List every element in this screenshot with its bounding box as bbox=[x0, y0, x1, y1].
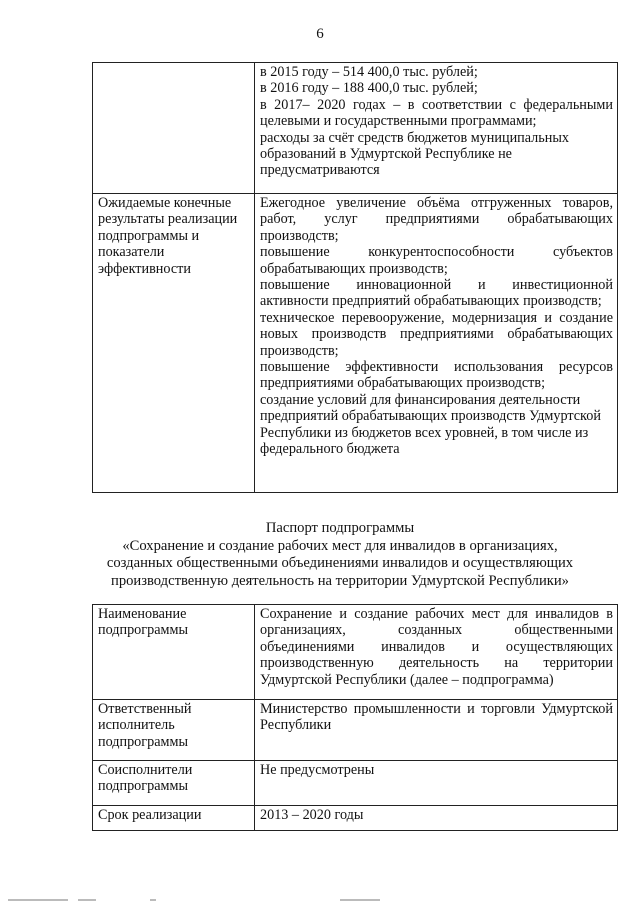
table-row-expected-results bbox=[93, 194, 618, 493]
row-value-coexecutors: Не предусмотрены bbox=[255, 761, 618, 806]
heading-line-3: созданных общественными объединениями инвалидов и осуществляющих bbox=[106, 555, 574, 571]
heading-line-2: «Сохранение и создание рабочих мест для инвалидов в организациях, bbox=[122, 537, 558, 554]
row-label-expected-results: Ожидаемые конечные результаты реализации подпрограммы и показатели эффективности bbox=[93, 194, 255, 493]
row-label-funding bbox=[93, 63, 255, 194]
subprogram-passport-table bbox=[92, 604, 618, 831]
row-label-responsible: Ответственный исполнитель подпрограммы bbox=[93, 700, 255, 761]
result-line-3: повышение инновационной и инвестиционной активности предприятий обрабатывающих производств; bbox=[260, 277, 613, 310]
table-row-coexecutors bbox=[93, 761, 618, 806]
result-line-2: повышение конкурентоспособности субъектов обрабатывающих производств; bbox=[260, 244, 613, 277]
row-value-expected-results bbox=[255, 194, 618, 493]
funding-line-2015: в 2015 году – 514 400,0 тыс. рублей; bbox=[260, 64, 478, 80]
page-number: 6 bbox=[316, 26, 324, 42]
heading-line-1: Паспорт подпрограммы bbox=[265, 520, 415, 536]
row-value-term: 2013 – 2020 годы bbox=[255, 806, 618, 831]
table-row-funding bbox=[93, 63, 618, 194]
row-label-term: Срок реализации bbox=[93, 806, 255, 831]
passport-table-continued bbox=[92, 62, 618, 493]
funding-line-2016: в 2016 году – 188 400,0 тыс. рублей; bbox=[260, 80, 478, 97]
result-line-6: создание условий для финансирования деятельности предприятий обрабатывающих производств Удмуртской Республики из бюджетов всех уровней, в том числе из федерального бюджета bbox=[260, 391, 601, 458]
table-row-name bbox=[93, 605, 618, 700]
subprogram-passport-heading bbox=[60, 520, 620, 590]
result-line-5: повышение эффективности использования ресурсов предприятиями обрабатывающих производств; bbox=[260, 359, 613, 392]
result-line-1: Ежегодное увеличение объёма отгруженных товаров, работ, услуг предприятиями обрабатывающих производств; bbox=[260, 195, 613, 244]
heading-line-4: производственную деятельность на территории Удмуртской Республики» bbox=[111, 572, 569, 589]
funding-line-municipal: расходы за счёт средств бюджетов муниципальных образований в Удмуртской Республике не предусматриваются bbox=[260, 129, 569, 179]
scan-footer-marks bbox=[0, 893, 640, 901]
table-row-term bbox=[93, 806, 618, 831]
row-label-name: Наименование подпрограммы bbox=[93, 605, 255, 700]
row-label-coexecutors: Соисполнители подпрограммы bbox=[93, 761, 255, 806]
row-value-funding bbox=[255, 63, 618, 194]
result-line-4: техническое перевооружение, модернизация и создание новых производств предприятиями обрабатывающих производств; bbox=[260, 309, 613, 359]
funding-line-2017-2020: в 2017– 2020 годах – в соответствии с федеральными целевыми и государственными программами; bbox=[260, 96, 613, 130]
row-value-name: Сохранение и создание рабочих мест для инвалидов в организациях, созданных общественными объединениями инвалидов и осуществляющих производственную деятельность на территории Удмуртской Республики (далее – подпрограмма) bbox=[255, 605, 618, 700]
row-value-responsible: Министерство промышленности и торговли Удмуртской Республики bbox=[255, 700, 618, 761]
table-row-responsible bbox=[93, 700, 618, 761]
